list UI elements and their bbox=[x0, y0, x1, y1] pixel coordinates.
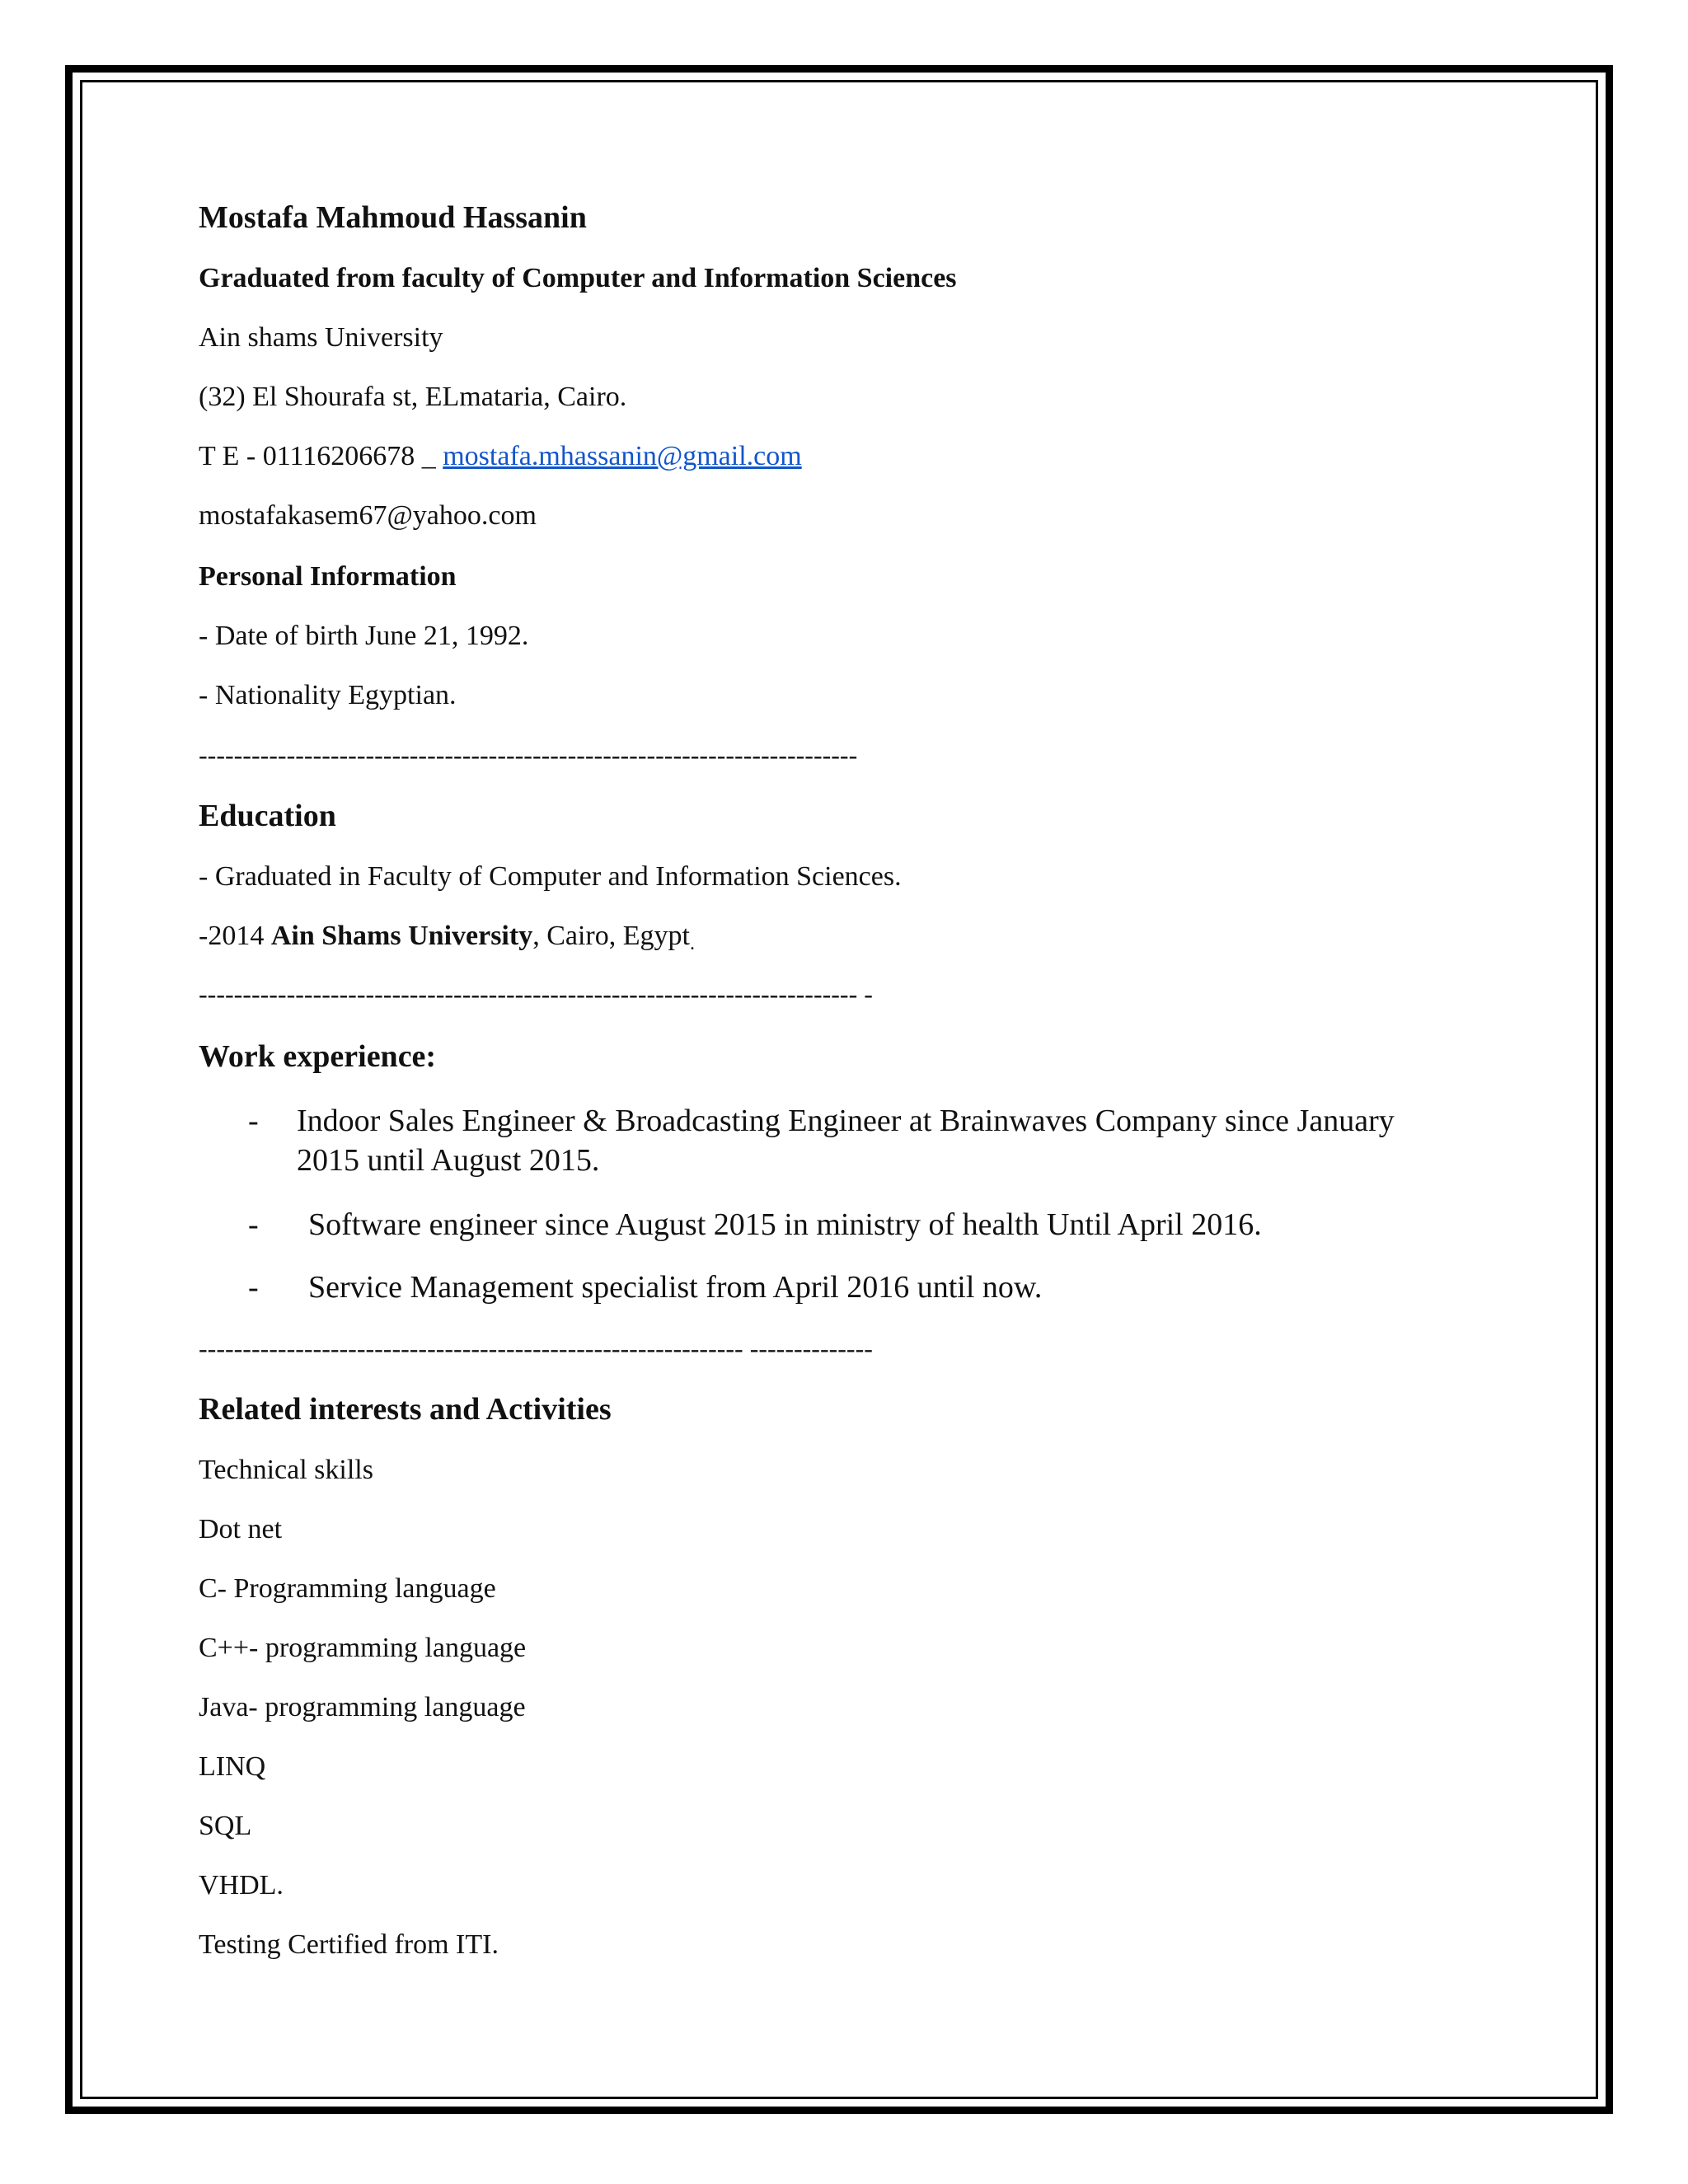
nationality-line: - Nationality Egyptian. bbox=[199, 680, 457, 710]
education-heading: Education bbox=[199, 799, 336, 833]
work-item-3-line-1: Service Management specialist from April 2016 until now. bbox=[308, 1270, 1043, 1305]
separator-1: --------------------------------------------------------------------------- bbox=[199, 740, 858, 770]
separator-2: --------------------------------------------------------------------------- - bbox=[199, 979, 873, 1009]
interest-item: VHDL. bbox=[199, 1870, 284, 1900]
interest-item: Testing Certified from ITI. bbox=[199, 1929, 499, 1960]
work-heading: Work experience: bbox=[199, 1039, 437, 1074]
interest-item: Java- programming language bbox=[199, 1692, 526, 1722]
education-location: , Cairo, Egypt bbox=[532, 921, 690, 951]
page-border-outer bbox=[65, 65, 1613, 2114]
email-primary-link[interactable]: mostafa.mhassanin@gmail.com bbox=[443, 441, 802, 471]
interest-item: Technical skills bbox=[199, 1455, 373, 1485]
email-secondary: mostafakasem67@yahoo.com bbox=[199, 500, 537, 531]
interests-heading: Related interests and Activities bbox=[199, 1392, 612, 1427]
work-bullet-3: - bbox=[248, 1270, 259, 1305]
university-line: Ain shams University bbox=[199, 322, 443, 353]
work-item-1-line-1: Indoor Sales Engineer & Broadcasting Engineer at Brainwaves Company since January bbox=[297, 1104, 1395, 1138]
interest-item: Dot net bbox=[199, 1514, 283, 1544]
education-dot: . bbox=[689, 933, 695, 954]
phone-text: T E - 01116206678 _ bbox=[199, 441, 436, 471]
candidate-name: Mostafa Mahmoud Hassanin bbox=[199, 200, 587, 235]
work-bullet-1: - bbox=[248, 1104, 259, 1138]
interest-item: LINQ bbox=[199, 1751, 266, 1782]
personal-info-heading: Personal Information bbox=[199, 561, 457, 592]
work-item-1-line-2: 2015 until August 2015. bbox=[297, 1143, 600, 1178]
education-line-1: - Graduated in Faculty of Computer and Information Sciences. bbox=[199, 861, 902, 892]
interest-item: SQL bbox=[199, 1811, 252, 1841]
contact-line bbox=[199, 440, 802, 473]
address-line: (32) El Shourafa st, ELmataria, Cairo. bbox=[199, 382, 627, 412]
interest-item: C- Programming language bbox=[199, 1573, 496, 1604]
interest-item: C++- programming language bbox=[199, 1633, 527, 1663]
graduated-line: Graduated from faculty of Computer and Information Sciences bbox=[199, 263, 957, 293]
work-bullet-2: - bbox=[248, 1207, 259, 1242]
education-university: Ain Shams University bbox=[270, 921, 533, 951]
work-item-2-line-1: Software engineer since August 2015 in ministry of health Until April 2016. bbox=[308, 1207, 1262, 1242]
dob-line: - Date of birth June 21, 1992. bbox=[199, 621, 529, 651]
education-year: -2014 bbox=[199, 921, 271, 951]
education-line-2 bbox=[199, 920, 695, 960]
separator-3: -------------------------------------------------------------- -------------- bbox=[199, 1333, 873, 1363]
